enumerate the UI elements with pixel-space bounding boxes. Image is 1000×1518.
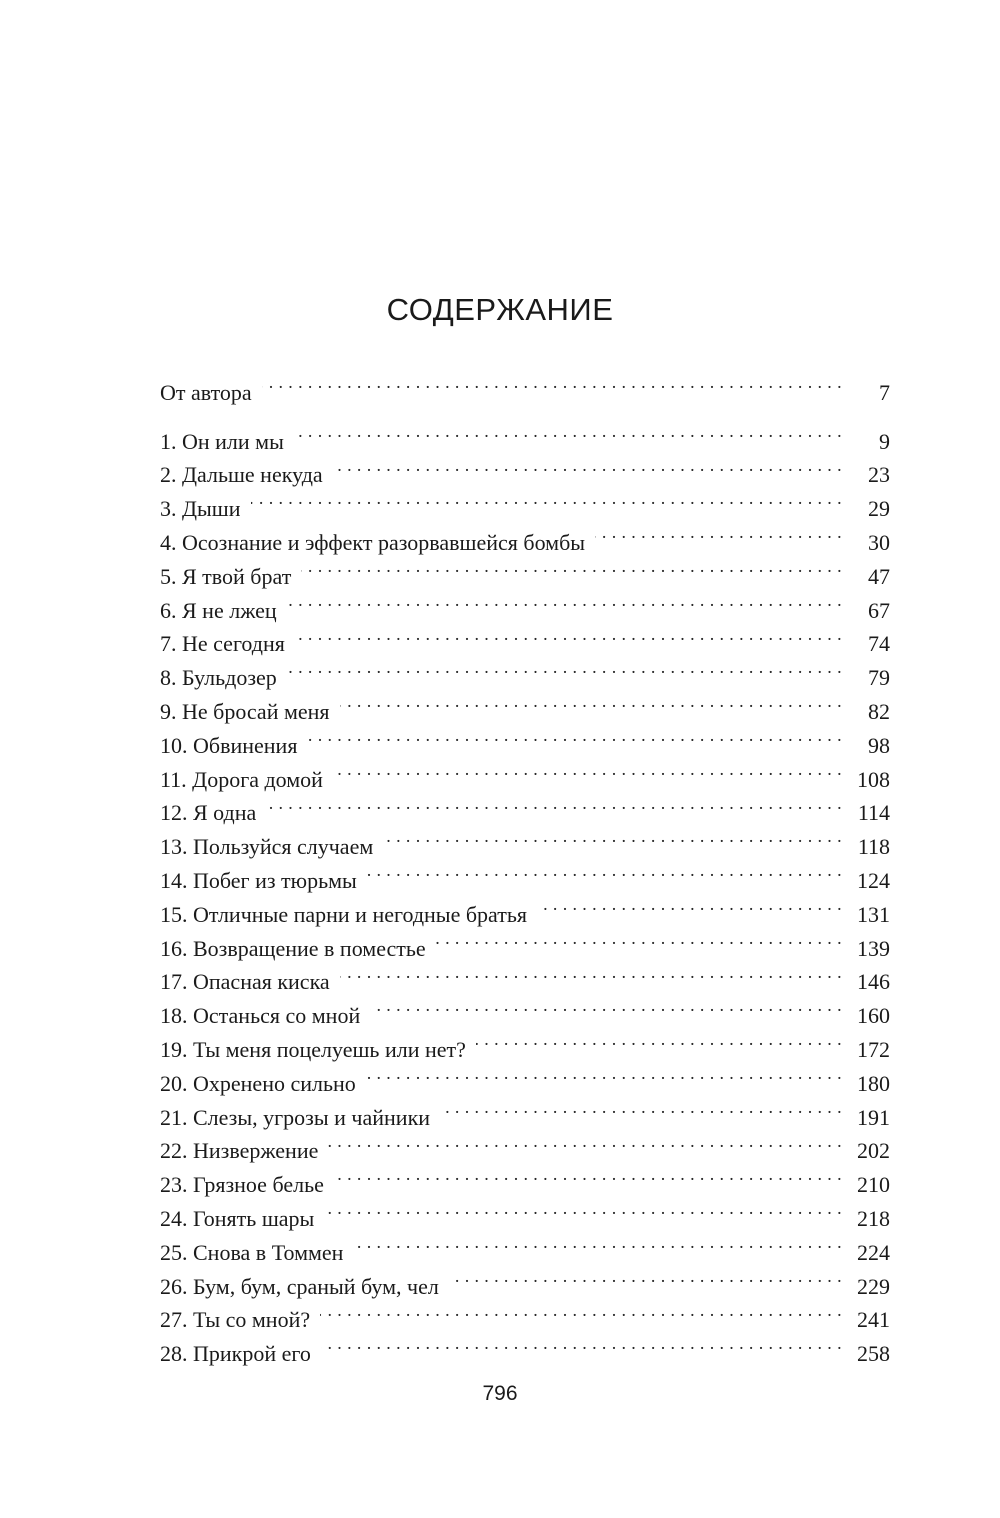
dot-leader <box>334 1158 842 1192</box>
toc-entry-page: 30 <box>868 529 890 555</box>
toc-entry-page: 172 <box>857 1036 890 1062</box>
dot-leader <box>320 1294 842 1328</box>
toc-entry[interactable] <box>160 415 890 454</box>
toc-entry[interactable] <box>160 787 890 826</box>
toc-entry-page: 218 <box>857 1205 890 1231</box>
dot-leader <box>266 787 842 821</box>
toc-entry-page: 7 <box>879 379 890 405</box>
dot-leader <box>301 550 842 584</box>
toc-entry-page: 139 <box>857 935 890 961</box>
dot-leader <box>307 719 842 753</box>
toc-entry-page: 114 <box>857 800 890 826</box>
toc-entry-label: 10. Обвинения <box>160 732 298 758</box>
dot-leader <box>324 1192 842 1226</box>
toc-entry-label: 21. Слезы, угрозы и чайники <box>160 1104 431 1130</box>
toc-entry-label: 5. Я твой брат <box>160 563 292 589</box>
dot-leader <box>262 366 842 400</box>
chapter-list <box>160 415 890 1367</box>
toc-entry-label: 13. Пользуйся случаем <box>160 834 374 860</box>
toc-entry-label: 26. Бум, бум, сраный бум, чел <box>160 1273 439 1299</box>
toc-entry-label: От автора <box>160 379 252 405</box>
dot-leader <box>353 1226 842 1260</box>
toc-entry-page: 79 <box>868 665 890 691</box>
dot-leader <box>440 1091 842 1125</box>
dot-leader <box>370 989 842 1023</box>
dot-leader <box>476 1023 842 1057</box>
toc-entry-label: 18. Останься со мной <box>160 1003 361 1029</box>
toc-entry-label: 24. Гонять шары <box>160 1205 315 1231</box>
dot-leader <box>537 888 842 922</box>
toc-entry-label: 28. Прикрой его <box>160 1341 311 1367</box>
toc-entry-label: 25. Снова в Томмен <box>160 1239 344 1265</box>
dot-leader <box>595 516 842 550</box>
toc-entry-label: 23. Грязное белье <box>160 1172 324 1198</box>
page-title: СОДЕРЖАНИЕ <box>386 292 614 327</box>
toc-entry-page: 47 <box>868 563 890 589</box>
toc-entry-label: 3. Дыши <box>160 496 241 522</box>
table-of-contents <box>160 366 890 1367</box>
toc-entry-label: 15. Отличные парни и негодные братья <box>160 901 527 927</box>
toc-entry[interactable] <box>160 482 890 522</box>
toc-entry-label: 20. Охренено сильно <box>160 1070 356 1096</box>
toc-entry-label: 19. Ты меня поцелуешь или нет? <box>160 1036 466 1062</box>
dot-leader <box>383 820 842 854</box>
dot-leader <box>367 854 842 888</box>
toc-entry-page: 202 <box>857 1138 890 1164</box>
toc-entry-label: 16. Возвращение в поместье <box>160 935 426 961</box>
toc-entry-page: 258 <box>857 1341 890 1367</box>
toc-entry-page: 241 <box>857 1307 890 1333</box>
dot-leader <box>340 956 842 990</box>
toc-entry-page: 9 <box>879 428 890 454</box>
toc-entry-page: 108 <box>857 766 890 792</box>
toc-entry-page: 146 <box>857 969 890 995</box>
toc-entry-label: 22. Низвержение <box>160 1138 319 1164</box>
toc-entry-page: 180 <box>857 1070 890 1096</box>
toc-entry-page: 74 <box>868 631 890 657</box>
dot-leader <box>294 415 842 449</box>
toc-entry-page: 118 <box>857 834 890 860</box>
toc-entry-label: 8. Бульдозер <box>160 665 277 691</box>
dot-leader <box>321 1327 842 1361</box>
dot-leader <box>251 482 842 516</box>
page-number: 796 <box>482 1382 518 1405</box>
toc-entry-label: 17. Опасная киска <box>160 969 330 995</box>
toc-entry-page: 29 <box>868 496 890 522</box>
toc-entry-label: 7. Не сегодня <box>160 631 285 657</box>
toc-entry-page: 210 <box>857 1172 890 1198</box>
toc-entry-preface[interactable] <box>160 366 890 405</box>
toc-entry-page: 82 <box>868 698 890 724</box>
dot-leader <box>287 651 842 685</box>
toc-entry-page: 23 <box>868 462 890 488</box>
toc-entry-label: 2. Дальше некуда <box>160 462 323 488</box>
toc-entry-label: 6. Я не лжец <box>160 597 277 623</box>
dot-leader <box>295 618 842 652</box>
toc-entry-page: 160 <box>857 1003 890 1029</box>
toc-entry-label: 4. Осознание и эффект разорвавшейся бомбы <box>160 529 586 555</box>
dot-leader <box>328 1125 842 1159</box>
toc-entry-page: 229 <box>857 1273 890 1299</box>
toc-entry-page: 131 <box>857 901 890 927</box>
toc-entry-page: 98 <box>868 732 890 758</box>
toc-entry-label: 27. Ты со мной? <box>160 1307 311 1333</box>
dot-leader <box>340 685 842 719</box>
toc-entry-label: 1. Он или мы <box>160 428 284 454</box>
toc-entry-label: 12. Я одна <box>160 800 257 826</box>
dot-leader <box>366 1057 842 1091</box>
dot-leader <box>436 922 842 956</box>
dot-leader <box>449 1260 842 1294</box>
toc-entry[interactable] <box>160 516 890 555</box>
toc-entry-page: 224 <box>857 1239 890 1265</box>
toc-entry-label: 14. Побег из тюрьмы <box>160 867 357 893</box>
toc-entry[interactable] <box>160 820 890 860</box>
toc-entry-label: 11. Дорога домой <box>160 766 323 792</box>
toc-entry-page: 191 <box>857 1104 890 1130</box>
toc-entry-page: 124 <box>857 867 890 893</box>
toc-entry-label: 9. Не бросай меня <box>160 698 330 724</box>
toc-entry-page: 67 <box>868 597 890 623</box>
dot-leader <box>333 753 842 787</box>
dot-leader <box>333 449 842 483</box>
dot-leader <box>287 584 842 618</box>
